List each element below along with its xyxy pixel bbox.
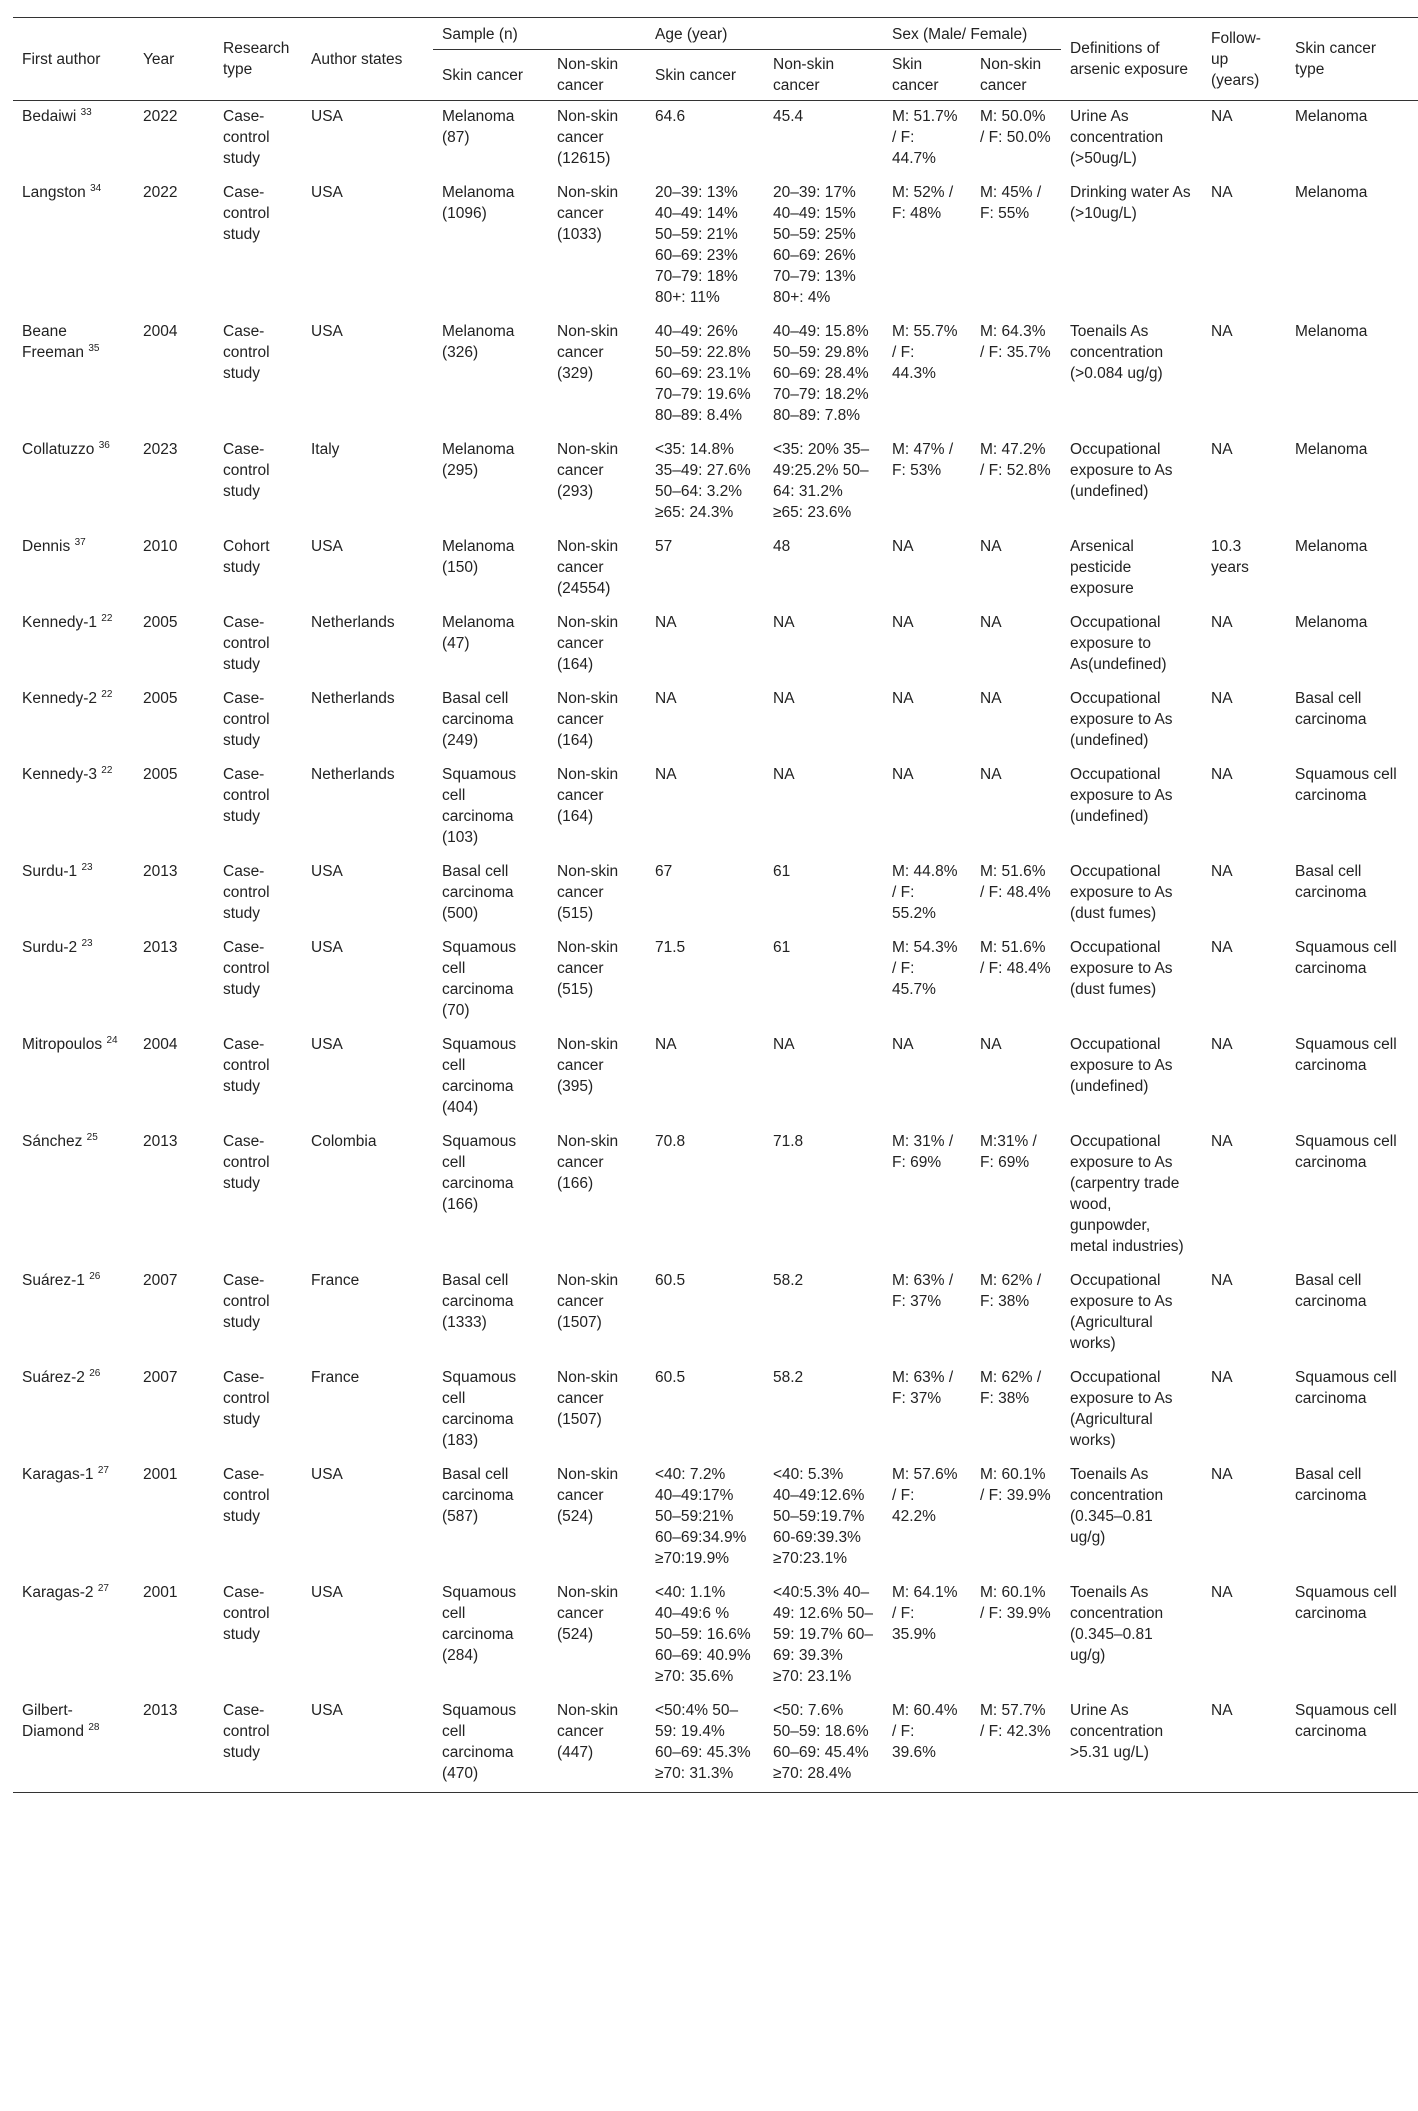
cell-author-state: Colombia: [311, 1133, 377, 1150]
cell-year: 2007: [143, 1369, 178, 1386]
cell-year: 2013: [143, 939, 178, 956]
cell-sample-non: Non-skin cancer (447): [548, 1695, 646, 1793]
cell-sample-non: Non-skin cancer (1507): [557, 1369, 619, 1428]
cell-sex-non: M: 57.7% / F: 42.3%: [971, 1695, 1061, 1793]
header-sample: Sample (n): [433, 18, 646, 50]
cell-author-state: USA: [311, 1584, 343, 1601]
cell-skin-cancer-type: Squamous cell carcinoma: [1295, 1584, 1397, 1622]
cell-sample-skin: Squamous cell carcinoma (404): [442, 1036, 517, 1116]
table-row: [13, 932, 1418, 1029]
reference-number: 26: [89, 1367, 101, 1379]
cell-follow-up: NA: [1211, 1272, 1233, 1289]
cell-author-state: USA: [311, 939, 343, 956]
header-author-states: Author states: [311, 50, 403, 68]
table-row: [13, 1265, 1418, 1362]
cell-sex-skin: NA: [892, 614, 914, 631]
cell-sex-non: NA: [980, 1036, 1002, 1053]
cell-first-author: [13, 932, 134, 1029]
cell-author-state: France: [311, 1272, 360, 1289]
cell-age-non: 40–49: 15.8% 50–59: 29.8% 60–69: 28.4% 70–79: 18.2% 80–89: 7.8%: [773, 323, 869, 424]
author-name: Karagas-1: [22, 1466, 94, 1483]
cell-follow-up: NA: [1211, 1133, 1233, 1150]
reference-number: 23: [81, 937, 93, 949]
cell-arsenic-definition: Occupational exposure to As(undefined): [1070, 614, 1167, 673]
cell-research-type: Case-control study: [223, 184, 270, 243]
table-row: [13, 1459, 1418, 1577]
cell-arsenic-definition: Toenails As concentration (0.345–0.81 ug/g): [1070, 1584, 1164, 1664]
cell-sex-skin: M: 63% / F: 37%: [892, 1272, 954, 1310]
cell-arsenic-definition: Drinking water As (>10ug/L): [1070, 184, 1191, 222]
subheader-sample-non: Non-skin cancer: [557, 56, 619, 94]
cell-sample-skin: Melanoma (87): [442, 108, 515, 146]
subheader-age-skin: Skin cancer: [655, 66, 736, 84]
cell-age-skin: 60.5: [655, 1272, 686, 1289]
cell-year: 2005: [143, 614, 178, 631]
cell-age-skin: 67: [655, 863, 673, 880]
cell-age-non: <35: 20% 35–49:25.2% 50–64: 31.2% ≥65: 23.6%: [773, 441, 870, 521]
cell-research-type: Case-control study: [223, 1584, 270, 1643]
cell-sample-skin: Basal cell carcinoma (500): [442, 863, 514, 922]
table-row: [13, 434, 1418, 531]
cell-age-skin: <50:4% 50–59: 19.4% 60–69: 45.3% ≥70: 31.3%: [646, 1695, 764, 1793]
cell-follow-up: NA: [1211, 766, 1233, 783]
cell-sample-non: Non-skin cancer (24554): [557, 538, 619, 597]
cell-sample-non: Non-skin cancer (164): [557, 614, 619, 673]
cell-follow-up: NA: [1211, 614, 1233, 631]
cell-research-type: Case-control study: [223, 766, 270, 825]
author-name: Sánchez: [22, 1133, 83, 1150]
cell-arsenic-definition: Occupational exposure to As (undefined): [1070, 690, 1173, 749]
cell-author-state: USA: [311, 323, 343, 340]
table-row: [13, 531, 1418, 607]
cell-skin-cancer-type: Basal cell carcinoma: [1295, 1466, 1367, 1504]
header-follow-up: Follow-up (years): [1211, 29, 1261, 89]
cell-age-non: 58.2: [773, 1272, 804, 1289]
cell-sample-non: Non-skin cancer (395): [557, 1036, 619, 1095]
cell-first-author: [13, 1695, 134, 1793]
cell-year: 2010: [143, 538, 178, 555]
author-name: Kennedy-2: [22, 690, 97, 707]
cell-research-type: Case-control study: [223, 939, 270, 998]
cell-sex-skin: M: 54.3% / F: 45.7%: [892, 939, 958, 998]
cell-age-skin: NA: [655, 690, 677, 707]
cell-year: 2004: [143, 1036, 178, 1053]
cell-age-non: NA: [773, 766, 795, 783]
cell-sample-non: Non-skin cancer (293): [557, 441, 619, 500]
cell-sex-skin: M: 47% / F: 53%: [892, 441, 954, 479]
cell-sample-skin: Melanoma (1096): [442, 184, 515, 222]
cell-sex-non: M: 60.1% / F: 39.9%: [980, 1584, 1051, 1622]
cell-author-state: France: [311, 1369, 360, 1386]
cell-skin-cancer-type: Squamous cell carcinoma: [1286, 1695, 1418, 1793]
table-row: [13, 1695, 1418, 1793]
cell-skin-cancer-type: Melanoma: [1295, 614, 1368, 631]
cell-research-type: Case-control study: [214, 1695, 302, 1793]
subheader-sample-skin: Skin cancer: [442, 66, 523, 84]
table-row: [13, 683, 1418, 759]
cell-year: 2022: [143, 184, 178, 201]
cell-follow-up: NA: [1211, 184, 1233, 201]
cell-skin-cancer-type: Squamous cell carcinoma: [1295, 766, 1397, 804]
cell-sex-non: NA: [980, 538, 1002, 555]
table-row: [13, 316, 1418, 434]
table-row: [13, 1362, 1418, 1459]
author-name: Collatuzzo: [22, 441, 95, 458]
subheader-sex-non: Non-skin cancer: [980, 56, 1042, 94]
cell-follow-up: NA: [1211, 441, 1233, 458]
cell-follow-up: 10.3 years: [1211, 538, 1249, 576]
cell-skin-cancer-type: Melanoma: [1295, 108, 1368, 125]
cell-age-non: <50: 7.6% 50–59: 18.6% 60–69: 45.4% ≥70: 28.4%: [764, 1695, 883, 1793]
table-row: [13, 1577, 1418, 1695]
cell-first-author: [13, 177, 134, 316]
cell-sample-skin: Squamous cell carcinoma (183): [442, 1369, 517, 1449]
cell-author-state: USA: [311, 538, 343, 555]
cell-sample-skin: Squamous cell carcinoma (470): [433, 1695, 548, 1793]
header-skin-cancer-type: Skin cancer type: [1295, 40, 1376, 78]
cell-sex-skin: M: 64.1% / F: 35.9%: [892, 1584, 958, 1643]
cell-sex-skin: NA: [892, 538, 914, 555]
cell-author-state: USA: [311, 863, 343, 880]
cell-age-non: <40:5.3% 40–49: 12.6% 50–59: 19.7% 60–69: 39.3% ≥70: 23.1%: [773, 1584, 873, 1685]
header-year: Year: [143, 50, 175, 68]
cell-follow-up: NA: [1202, 1695, 1286, 1793]
header-age: Age (year): [646, 18, 883, 50]
cell-sex-skin: M: 55.7% / F: 44.3%: [892, 323, 958, 382]
header-sex: Sex (Male/ Female): [883, 18, 1061, 50]
cell-skin-cancer-type: Squamous cell carcinoma: [1295, 1036, 1397, 1074]
cell-arsenic-definition: Occupational exposure to As (undefined): [1070, 766, 1173, 825]
cell-sample-skin: Basal cell carcinoma (1333): [442, 1272, 514, 1331]
cell-skin-cancer-type: Squamous cell carcinoma: [1295, 1133, 1397, 1171]
cell-year: 2004: [143, 323, 178, 340]
cell-first-author: [13, 607, 134, 683]
cell-arsenic-definition: Urine As concentration >5.31 ug/L): [1061, 1695, 1202, 1793]
table-row: [13, 607, 1418, 683]
cell-age-non: 61: [773, 939, 791, 956]
cell-first-author: [13, 1459, 134, 1577]
cell-year: 2007: [143, 1272, 178, 1289]
cell-age-non: 61: [773, 863, 791, 880]
reference-number: 22: [101, 764, 113, 776]
cell-age-non: 48: [773, 538, 791, 555]
cell-research-type: Case-control study: [223, 690, 270, 749]
cell-sex-non: NA: [980, 766, 1002, 783]
cell-sample-skin: Squamous cell carcinoma (166): [442, 1133, 517, 1213]
cell-research-type: Case-control study: [223, 1133, 270, 1192]
cell-sex-skin: M: 51.7% / F: 44.7%: [892, 108, 958, 167]
author-name: Suárez-1: [22, 1272, 85, 1289]
cell-sample-non: Non-skin cancer (12615): [557, 108, 619, 167]
header-research-type: Research type: [223, 40, 290, 78]
cell-follow-up: NA: [1211, 108, 1233, 125]
cell-skin-cancer-type: Melanoma: [1295, 323, 1368, 340]
author-name: Mitropoulos: [22, 1036, 103, 1053]
cell-sex-non: M: 60.1% / F: 39.9%: [980, 1466, 1051, 1504]
cell-sex-skin: M: 63% / F: 37%: [892, 1369, 954, 1407]
cell-follow-up: NA: [1211, 1584, 1233, 1601]
author-name: Gilbert-Diamond: [22, 1702, 85, 1740]
cell-follow-up: NA: [1211, 1036, 1233, 1053]
author-name: Suárez-2: [22, 1369, 85, 1386]
cell-research-type: Cohort study: [223, 538, 270, 576]
cell-author-state: USA: [311, 184, 343, 201]
cell-age-skin: 40–49: 26% 50–59: 22.8% 60–69: 23.1% 70–79: 19.6% 80–89: 8.4%: [655, 323, 751, 424]
cell-research-type: Case-control study: [223, 1369, 270, 1428]
author-name: Dennis: [22, 538, 71, 555]
cell-research-type: Case-control study: [223, 614, 270, 673]
cell-year: 2023: [143, 441, 178, 458]
cell-author-state: USA: [311, 108, 343, 125]
author-name: Surdu-1: [22, 863, 78, 880]
cell-sample-skin: Squamous cell carcinoma (103): [442, 766, 517, 846]
reference-number: 24: [106, 1034, 118, 1046]
reference-number: 37: [74, 536, 86, 548]
cell-first-author: [13, 1126, 134, 1265]
cell-sex-skin: M: 60.4% / F: 39.6%: [883, 1695, 971, 1793]
subheader-sex-skin: Skin cancer: [892, 56, 939, 94]
cell-author-state: Netherlands: [311, 690, 395, 707]
cell-sample-non: Non-skin cancer (524): [557, 1584, 619, 1643]
cell-age-skin: <35: 14.8% 35–49: 27.6% 50–64: 3.2% ≥65: 24.3%: [655, 441, 751, 521]
cell-year: 2013: [143, 863, 178, 880]
cell-sex-skin: NA: [892, 690, 914, 707]
cell-author-state: USA: [311, 1036, 343, 1053]
table-row: [13, 101, 1418, 178]
cell-age-non: 20–39: 17% 40–49: 15% 50–59: 25% 60–69: 26% 70–79: 13% 80+: 4%: [773, 184, 856, 306]
cell-sample-skin: Melanoma (150): [442, 538, 515, 576]
table-row: [13, 177, 1418, 316]
table-body: [13, 101, 1418, 1793]
cell-sex-skin: M: 31% / F: 69%: [892, 1133, 954, 1171]
cell-skin-cancer-type: Melanoma: [1295, 441, 1368, 458]
reference-number: 36: [98, 439, 110, 451]
cell-arsenic-definition: Toenails As concentration (>0.084 ug/g): [1070, 323, 1164, 382]
cell-sample-non: Non-skin cancer (1033): [557, 184, 619, 243]
cell-sample-non: Non-skin cancer (1507): [557, 1272, 619, 1331]
cell-sample-skin: Melanoma (47): [442, 614, 515, 652]
cell-age-non: NA: [773, 614, 795, 631]
cell-age-skin: 57: [655, 538, 673, 555]
cell-sex-non: M: 50.0% / F: 50.0%: [980, 108, 1051, 146]
cell-first-author: [13, 759, 134, 856]
author-name: Langston: [22, 184, 86, 201]
cell-arsenic-definition: Occupational exposure to As (undefined): [1070, 441, 1173, 500]
cell-arsenic-definition: Occupational exposure to As (dust fumes): [1070, 939, 1173, 998]
cell-age-skin: NA: [655, 766, 677, 783]
cell-author-state: USA: [302, 1695, 433, 1793]
cell-first-author: [13, 1577, 134, 1695]
cell-follow-up: NA: [1211, 690, 1233, 707]
cell-sex-skin: M: 52% / F: 48%: [892, 184, 954, 222]
cell-sample-non: Non-skin cancer (166): [557, 1133, 619, 1192]
reference-number: 28: [88, 1721, 100, 1733]
reference-number: 33: [80, 106, 92, 118]
cell-first-author: [13, 856, 134, 932]
cell-research-type: Case-control study: [223, 863, 270, 922]
table-row: [13, 759, 1418, 856]
cell-skin-cancer-type: Basal cell carcinoma: [1295, 863, 1367, 901]
cell-year: 2013: [143, 1133, 178, 1150]
cell-sample-skin: Basal cell carcinoma (249): [442, 690, 514, 749]
cell-sex-non: M: 47.2% / F: 52.8%: [980, 441, 1051, 479]
cell-first-author: [13, 683, 134, 759]
subheader-age-non: Non-skin cancer: [773, 56, 835, 94]
cell-year: 2022: [143, 108, 178, 125]
table-row: [13, 1126, 1418, 1265]
reference-number: 34: [90, 182, 102, 194]
cell-arsenic-definition: Occupational exposure to As (Agricultural works): [1070, 1272, 1173, 1352]
reference-number: 25: [86, 1131, 98, 1143]
cell-research-type: Case-control study: [223, 323, 270, 382]
cell-sex-skin: NA: [892, 1036, 914, 1053]
cell-age-skin: 64.6: [655, 108, 686, 125]
cell-year: 2001: [143, 1466, 178, 1483]
author-name: Surdu-2: [22, 939, 78, 956]
cell-year: 2005: [143, 690, 178, 707]
cell-sex-non: M: 62% / F: 38%: [980, 1369, 1042, 1407]
author-name: Kennedy-3: [22, 766, 97, 783]
cell-age-skin: 71.5: [655, 939, 686, 956]
cell-first-author: [13, 101, 134, 178]
cell-sex-non: NA: [980, 690, 1002, 707]
cell-skin-cancer-type: Melanoma: [1295, 538, 1368, 555]
cell-arsenic-definition: Occupational exposure to As (dust fumes): [1070, 863, 1173, 922]
cell-follow-up: NA: [1211, 1369, 1233, 1386]
reference-number: 35: [88, 342, 100, 354]
cell-age-skin: NA: [655, 614, 677, 631]
cell-sample-non: Non-skin cancer (515): [557, 939, 619, 998]
reference-number: 23: [81, 861, 93, 873]
cell-age-non: 45.4: [773, 108, 804, 125]
author-name: Bedaiwi: [22, 108, 77, 125]
cell-arsenic-definition: Arsenical pesticide exposure: [1070, 538, 1134, 597]
cell-age-non: 71.8: [773, 1133, 804, 1150]
cell-author-state: Netherlands: [311, 614, 395, 631]
cell-skin-cancer-type: Squamous cell carcinoma: [1295, 1369, 1397, 1407]
cell-sample-skin: Melanoma (295): [442, 441, 515, 479]
cell-first-author: [13, 1029, 134, 1126]
cell-skin-cancer-type: Melanoma: [1295, 184, 1368, 201]
reference-number: 27: [97, 1464, 109, 1476]
cell-sample-skin: Squamous cell carcinoma (70): [442, 939, 517, 1019]
cell-follow-up: NA: [1211, 863, 1233, 880]
cell-sex-non: M: 45% / F: 55%: [980, 184, 1042, 222]
cell-age-non: 58.2: [773, 1369, 804, 1386]
cell-skin-cancer-type: Basal cell carcinoma: [1295, 690, 1367, 728]
cell-sample-non: Non-skin cancer (164): [557, 690, 619, 749]
table-row: [13, 856, 1418, 932]
cell-research-type: Case-control study: [223, 1272, 270, 1331]
studies-table: [13, 17, 1418, 1793]
author-name: Kennedy-1: [22, 614, 97, 631]
cell-research-type: Case-control study: [223, 1036, 270, 1095]
cell-age-skin: NA: [655, 1036, 677, 1053]
cell-author-state: Italy: [311, 441, 340, 458]
cell-sex-non: M: 64.3% / F: 35.7%: [980, 323, 1051, 361]
cell-age-skin: 70.8: [655, 1133, 686, 1150]
author-name: Karagas-2: [22, 1584, 94, 1601]
cell-sex-skin: M: 57.6% / F: 42.2%: [892, 1466, 958, 1525]
cell-arsenic-definition: Toenails As concentration (0.345–0.81 ug/g): [1070, 1466, 1164, 1546]
cell-sample-skin: Squamous cell carcinoma (284): [442, 1584, 517, 1664]
cell-age-non: <40: 5.3% 40–49:12.6% 50–59:19.7% 60-69:39.3% ≥70:23.1%: [773, 1466, 865, 1567]
cell-sex-skin: M: 44.8% / F: 55.2%: [892, 863, 958, 922]
reference-number: 26: [89, 1270, 101, 1282]
cell-arsenic-definition: Urine As concentration (>50ug/L): [1070, 108, 1164, 167]
cell-first-author: [13, 1265, 134, 1362]
cell-research-type: Case-control study: [223, 1466, 270, 1525]
cell-sample-non: Non-skin cancer (329): [557, 323, 619, 382]
reference-number: 22: [101, 612, 113, 624]
cell-skin-cancer-type: Squamous cell carcinoma: [1295, 939, 1397, 977]
cell-follow-up: NA: [1211, 939, 1233, 956]
cell-year: 2013: [134, 1695, 214, 1793]
cell-arsenic-definition: Occupational exposure to As (Agricultural works): [1070, 1369, 1173, 1449]
cell-age-skin: <40: 7.2% 40–49:17% 50–59:21% 60–69:34.9% ≥70:19.9%: [655, 1466, 747, 1567]
cell-author-state: Netherlands: [311, 766, 395, 783]
cell-author-state: USA: [311, 1466, 343, 1483]
cell-sex-skin: NA: [892, 766, 914, 783]
cell-arsenic-definition: Occupational exposure to As (carpentry trade wood, gunpowder, metal industries): [1070, 1133, 1184, 1255]
cell-age-non: NA: [773, 690, 795, 707]
cell-sex-non: NA: [980, 614, 1002, 631]
cell-sample-skin: Basal cell carcinoma (587): [442, 1466, 514, 1525]
cell-sex-non: M: 51.6% / F: 48.4%: [980, 863, 1051, 901]
cell-sex-non: M:31% / F: 69%: [980, 1133, 1037, 1171]
author-name: Beane Freeman: [22, 323, 85, 361]
cell-first-author: [13, 316, 134, 434]
cell-arsenic-definition: Occupational exposure to As (undefined): [1070, 1036, 1173, 1095]
cell-first-author: [13, 1362, 134, 1459]
cell-follow-up: NA: [1211, 323, 1233, 340]
table-header: [13, 18, 1418, 101]
cell-age-non: NA: [773, 1036, 795, 1053]
cell-skin-cancer-type: Basal cell carcinoma: [1295, 1272, 1367, 1310]
cell-sex-non: M: 62% / F: 38%: [980, 1272, 1042, 1310]
cell-sample-non: Non-skin cancer (524): [557, 1466, 619, 1525]
reference-number: 27: [97, 1582, 109, 1594]
cell-year: 2005: [143, 766, 178, 783]
cell-research-type: Case-control study: [223, 441, 270, 500]
cell-first-author: [13, 434, 134, 531]
cell-first-author: [13, 531, 134, 607]
cell-year: 2001: [143, 1584, 178, 1601]
cell-sex-non: M: 51.6% / F: 48.4%: [980, 939, 1051, 977]
cell-age-skin: <40: 1.1% 40–49:6 % 50–59: 16.6% 60–69: 40.9% ≥70: 35.6%: [655, 1584, 751, 1685]
reference-number: 22: [101, 688, 113, 700]
header-definitions: Definitions of arsenic exposure: [1070, 40, 1189, 78]
cell-research-type: Case-control study: [223, 108, 270, 167]
table-row: [13, 1029, 1418, 1126]
cell-age-skin: 20–39: 13% 40–49: 14% 50–59: 21% 60–69: 23% 70–79: 18% 80+: 11%: [655, 184, 738, 306]
cell-follow-up: NA: [1211, 1466, 1233, 1483]
cell-age-skin: 60.5: [655, 1369, 686, 1386]
header-first-author: First author: [22, 50, 101, 68]
cell-sample-skin: Melanoma (326): [442, 323, 515, 361]
cell-sample-non: Non-skin cancer (515): [557, 863, 619, 922]
cell-sample-non: Non-skin cancer (164): [557, 766, 619, 825]
